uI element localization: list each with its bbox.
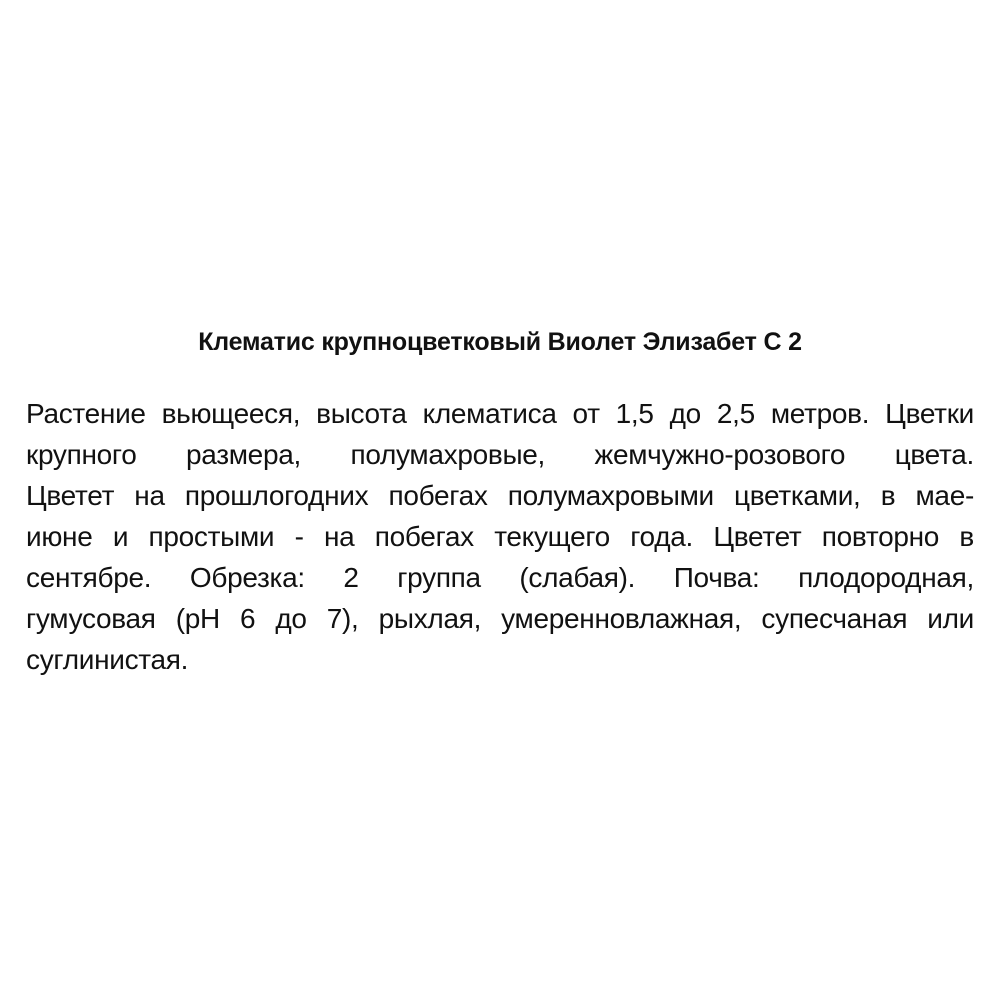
description-line: Цветет на прошлогодних побегах полумахровыми цветками, в мае- (26, 480, 974, 511)
description-line: Растение вьющееся, высота клематиса от 1,5 до 2,5 метров. Цветки (26, 398, 974, 429)
description-line: суглинистая. (26, 644, 189, 675)
description-line: крупного размера, полумахровые, жемчужно-розового цвета. (26, 439, 974, 470)
description-line: гумусовая (рН 6 до 7), рыхлая, умеренновлажная, супесчаная или (26, 603, 974, 634)
product-description (26, 393, 974, 680)
description-line: июне и простыми - на побегах текущего года. Цветет повторно в (26, 521, 974, 552)
description-line: сентябре. Обрезка: 2 группа (слабая). Почва: плодородная, (26, 562, 974, 593)
product-title: Клематис крупноцветковый Виолет Элизабет С 2 (198, 328, 802, 356)
